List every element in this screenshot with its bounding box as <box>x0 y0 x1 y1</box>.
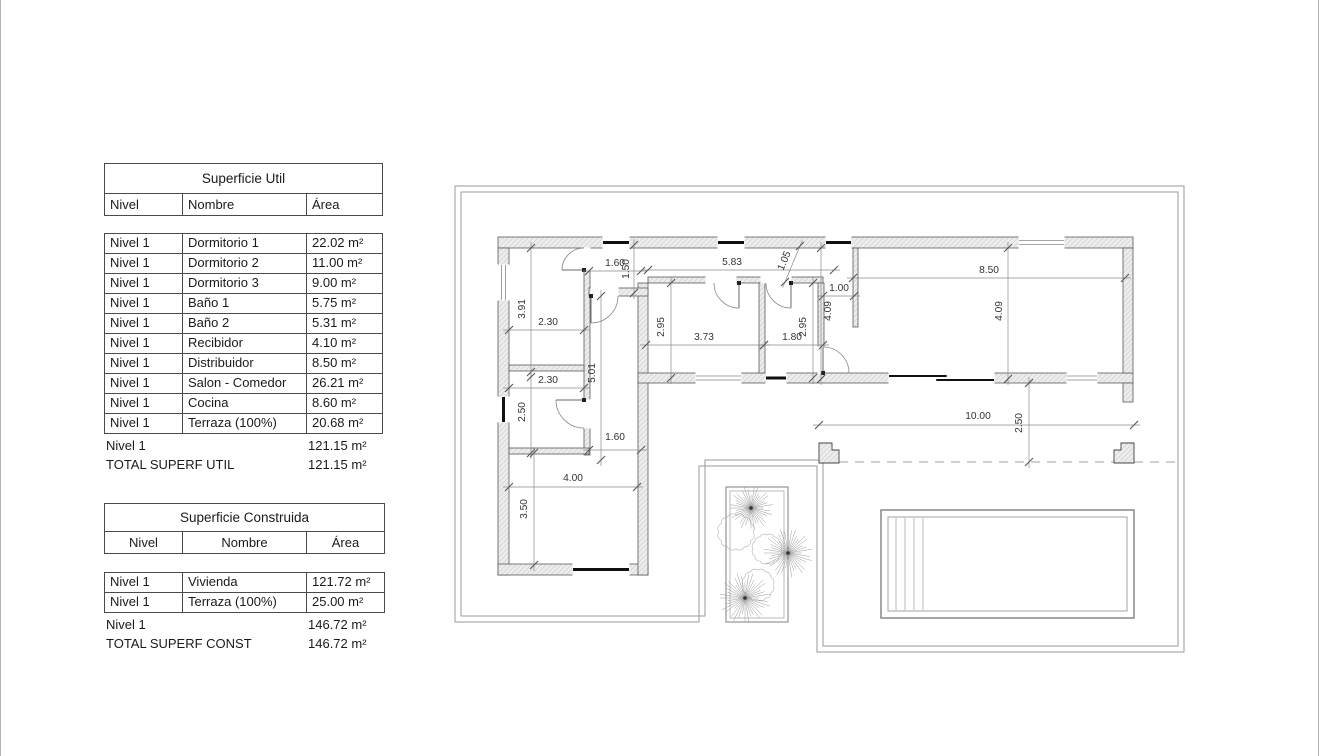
window-opening <box>1019 237 1065 249</box>
table-body <box>104 572 385 613</box>
total-value: 146.72 m² <box>308 636 367 651</box>
table-row <box>105 593 384 612</box>
table-cell: 4.10 m² <box>306 334 382 353</box>
dimension-label: 5.83 <box>722 257 742 268</box>
door-hinge <box>589 294 593 298</box>
dimension-label: 8.50 <box>979 265 999 276</box>
dimension-label: 2.50 <box>517 402 528 422</box>
table-column-row <box>105 532 384 553</box>
column-header-nivel: Nivel <box>129 535 158 550</box>
table-row <box>105 234 382 254</box>
table-row <box>105 254 382 274</box>
dimension-label: 5.01 <box>587 363 598 383</box>
subtotal-value: 146.72 m² <box>308 617 367 632</box>
subtotal-label: Nivel 1 <box>106 438 146 453</box>
table-cell: 22.02 m² <box>306 234 382 253</box>
door-hinge <box>821 371 825 375</box>
table-cell: 9.00 m² <box>306 274 382 293</box>
dimension-label: 3.50 <box>519 499 530 519</box>
subtotal-label: Nivel 1 <box>106 617 146 632</box>
wall-segment <box>509 448 589 454</box>
terrace-pillars <box>819 443 1134 463</box>
window-opening <box>889 373 995 384</box>
window-opening <box>584 248 591 271</box>
dimension-label: 2.30 <box>538 317 558 328</box>
total-value: 121.15 m² <box>308 457 367 472</box>
table-title: Superficie Util <box>105 164 382 194</box>
table-cell: 11.00 m² <box>306 254 382 273</box>
door-swing-arc <box>591 296 618 323</box>
dimension-label: 4.00 <box>563 473 583 484</box>
dimension-label: 4.09 <box>823 301 834 321</box>
tree-trunk <box>749 506 753 510</box>
table-cell: 5.31 m² <box>306 314 382 333</box>
subtotal-value: 121.15 m² <box>308 438 367 453</box>
table-cell: Salon - Comedor <box>182 374 306 393</box>
door-hinge <box>582 268 586 272</box>
window-opening <box>498 265 510 301</box>
door-hinge <box>789 281 793 285</box>
table-row <box>105 374 382 394</box>
table-cell: Nivel 1 <box>110 295 150 310</box>
table-cell: Nivel 1 <box>110 355 150 370</box>
table-cell: 8.60 m² <box>306 394 382 413</box>
door-swing-arc <box>556 400 584 428</box>
table-cell: Nivel 1 <box>110 335 150 350</box>
table-cell: Nivel 1 <box>110 275 150 290</box>
table-row <box>105 274 382 294</box>
table-cell: Nivel 1 <box>110 235 150 250</box>
window-opening <box>696 373 742 384</box>
table-cell: Terraza (100%) <box>182 414 306 433</box>
table-body <box>104 233 383 434</box>
door-hinge <box>582 398 586 402</box>
table-row <box>105 334 382 354</box>
table-row <box>105 573 384 593</box>
table-cell: Nivel 1 <box>110 395 150 410</box>
window-opening <box>584 400 591 429</box>
dimension-label: 1.50 <box>621 259 632 279</box>
total-row <box>104 455 383 474</box>
tree-trunk <box>743 596 747 600</box>
column-header-area: Área <box>306 532 384 553</box>
table-cell: 26.21 m² <box>306 374 382 393</box>
tree-trunk <box>786 551 790 555</box>
table-cell: Dormitorio 3 <box>182 274 306 293</box>
bush-outline <box>752 534 782 564</box>
table-cell: 20.68 m² <box>306 414 382 433</box>
total-row <box>104 634 385 653</box>
table-superficie-construida <box>104 503 385 653</box>
table-totals <box>104 436 383 474</box>
subtotal-row <box>104 615 385 634</box>
table-superficie-util <box>104 163 383 474</box>
table-cell: 25.00 m² <box>306 593 384 612</box>
table-header <box>104 163 383 216</box>
wall-segment <box>853 248 858 327</box>
subtotal-row <box>104 436 383 455</box>
dimension-label: 2.50 <box>1014 413 1025 433</box>
dimension-label: 1.05 <box>775 249 794 273</box>
wall-segment <box>1123 383 1133 402</box>
table-cell: 8.50 m² <box>306 354 382 373</box>
table-cell: Nivel 1 <box>110 594 150 609</box>
door-swing-arc <box>766 283 791 308</box>
table-row <box>105 394 382 414</box>
table-header <box>104 503 385 554</box>
dimension-label: 3.73 <box>694 332 714 343</box>
table-column-row <box>105 194 382 215</box>
column-header-nombre: Nombre <box>182 194 306 215</box>
dimension-label: 1.60 <box>605 432 625 443</box>
bush-outline <box>718 514 754 550</box>
table-row <box>105 294 382 314</box>
dimension-label: 10.00 <box>965 411 991 422</box>
dimension-label: 2.95 <box>656 317 667 337</box>
dimension-label: 1.00 <box>829 283 849 294</box>
dimension-label: 1.60 <box>605 258 625 269</box>
table-cell: 121.72 m² <box>306 573 384 592</box>
wall-segment <box>509 365 584 371</box>
window-opening <box>706 277 737 284</box>
table-cell: Dormitorio 2 <box>182 254 306 273</box>
dimension-label: 2.30 <box>538 375 558 386</box>
table-cell: Recibidor <box>182 334 306 353</box>
table-cell: Nivel 1 <box>110 375 150 390</box>
table-cell: Vivienda <box>182 573 306 592</box>
trees <box>718 487 813 623</box>
total-label: TOTAL SUPERF UTIL <box>106 457 235 472</box>
column-header-nivel: Nivel <box>110 197 139 212</box>
table-row <box>105 314 382 334</box>
table-cell: Cocina <box>182 394 306 413</box>
dimension-label: 2.95 <box>798 317 809 337</box>
table-totals <box>104 615 385 653</box>
wall-segment <box>1123 248 1133 373</box>
dimension-label: 4.09 <box>994 301 1005 321</box>
dimension-label: 3.91 <box>517 299 528 319</box>
door-swing-arc <box>823 347 849 373</box>
table-cell: Nivel 1 <box>110 574 150 589</box>
table-row <box>105 414 382 433</box>
column-header-area: Área <box>306 194 382 215</box>
table-cell: Terraza (100%) <box>182 593 306 612</box>
table-cell: 5.75 m² <box>306 294 382 313</box>
table-title: Superficie Construida <box>105 504 384 532</box>
dimension-label: 1.80 <box>782 332 802 343</box>
window-opening <box>1067 373 1098 384</box>
table-cell: Baño 2 <box>182 314 306 333</box>
table-cell: Distribuidor <box>182 354 306 373</box>
table-cell: Dormitorio 1 <box>182 234 306 253</box>
table-cell: Baño 1 <box>182 294 306 313</box>
table-cell: Nivel 1 <box>110 255 150 270</box>
total-label: TOTAL SUPERF CONST <box>106 636 252 651</box>
table-row <box>105 354 382 374</box>
column-header-nombre: Nombre <box>182 532 306 553</box>
door-swing-arc <box>714 283 739 308</box>
wall-segment <box>759 283 765 373</box>
wall-segment <box>638 283 648 575</box>
door-hinge <box>737 281 741 285</box>
door-swing-arc <box>562 248 584 270</box>
table-cell: Nivel 1 <box>110 315 150 330</box>
table-cell: Nivel 1 <box>110 415 150 430</box>
swimming-pool <box>881 510 1134 618</box>
